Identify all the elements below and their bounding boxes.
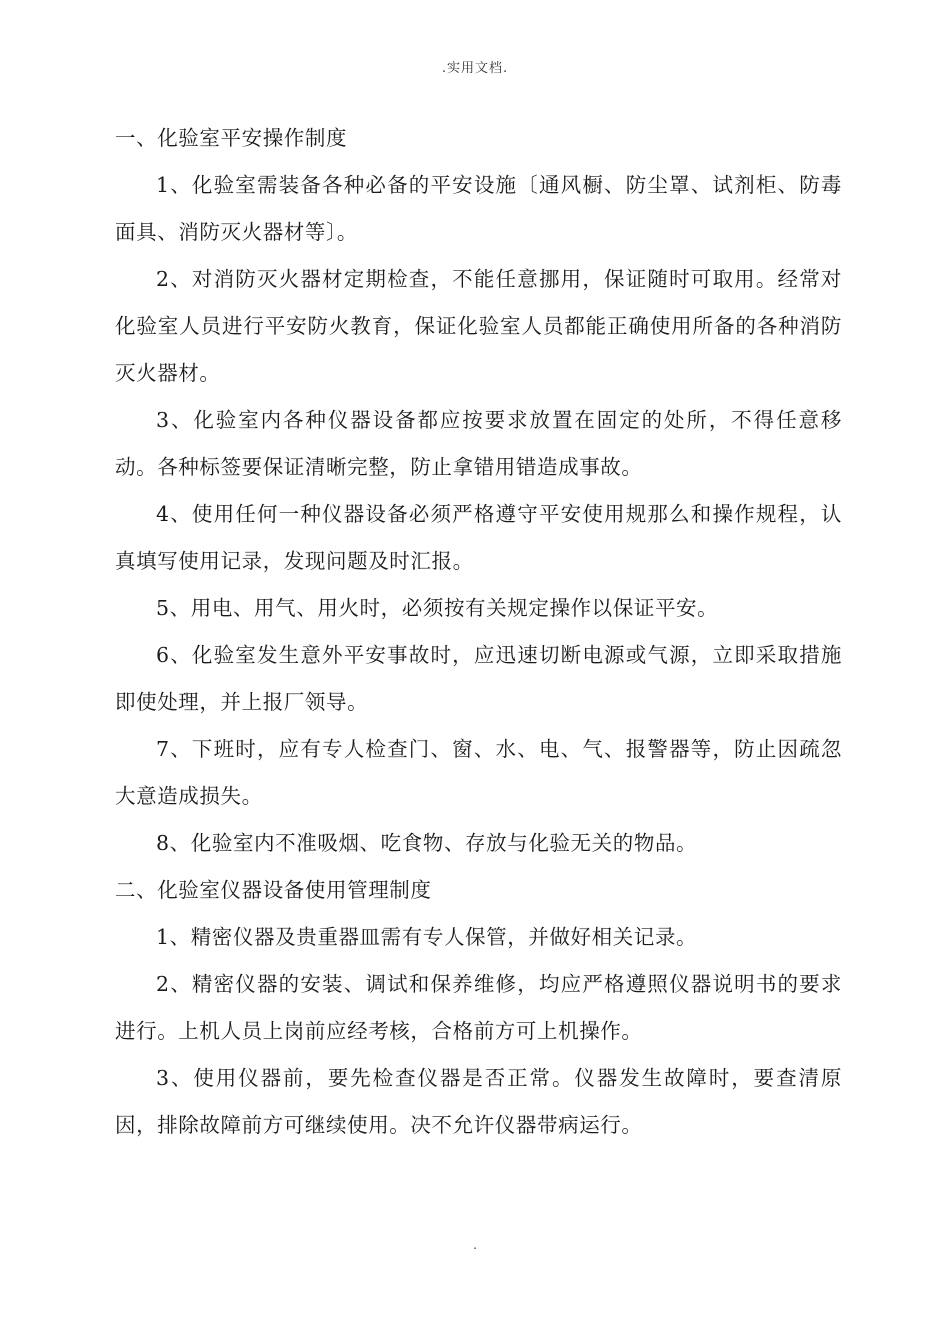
- paragraph: 4、使用任何一种仪器设备必须严格遵守平安使用规那么和操作规程，认真填写使用记录，发现问题及时汇报。: [115, 502, 842, 573]
- paragraph: 2、精密仪器的安装、调试和保养维修，均应严格遵照仪器说明书的要求进行。上机人员上岗前应经考核，合格前方可上机操作。: [115, 972, 842, 1043]
- paragraph: 1、化验室需装备各种必备的平安设施〔通风橱、防尘罩、试剂柜、防毒面具、消防灭火器材等〕。: [115, 173, 842, 244]
- paragraph: 6、化验室发生意外平安事故时，应迅速切断电源或气源，立即采取措施即使处理，并上报厂领导。: [115, 643, 842, 714]
- page-footer: .: [473, 1238, 477, 1252]
- page-header: .实用文档.: [441, 61, 509, 76]
- paragraph: 2、对消防灭火器材定期检查，不能任意挪用，保证随时可取用。经常对化验室人员进行平安防火教育，保证化验室人员都能正确使用所备的各种消防灭火器材。: [115, 267, 842, 385]
- section-heading: 一、化验室平安操作制度: [115, 126, 348, 150]
- paragraph: 7、下班时，应有专人检查门、窗、水、电、气、报警器等，防止因疏忽大意造成损失。: [115, 737, 842, 808]
- paragraph: 5、用电、用气、用火时，必须按有关规定操作以保证平安。: [156, 596, 719, 620]
- paragraph: 1、精密仪器及贵重器皿需有专人保管，并做好相关记录。: [156, 925, 698, 949]
- section-heading: 二、化验室仪器设备使用管理制度: [115, 878, 432, 902]
- paragraph: 3、使用仪器前，要先检查仪器是否正常。仪器发生故障时，要查清原因，排除故障前方可继续使用。决不允许仪器带病运行。: [115, 1066, 842, 1137]
- document-body: [115, 115, 842, 1149]
- paragraph: 8、化验室内不准吸烟、吃食物、存放与化验无关的物品。: [156, 831, 698, 855]
- paragraph: 3、化验室内各种仪器设备都应按要求放置在固定的处所，不得任意移动。各种标签要保证清晰完整，防止拿错用错造成事故。: [115, 408, 842, 479]
